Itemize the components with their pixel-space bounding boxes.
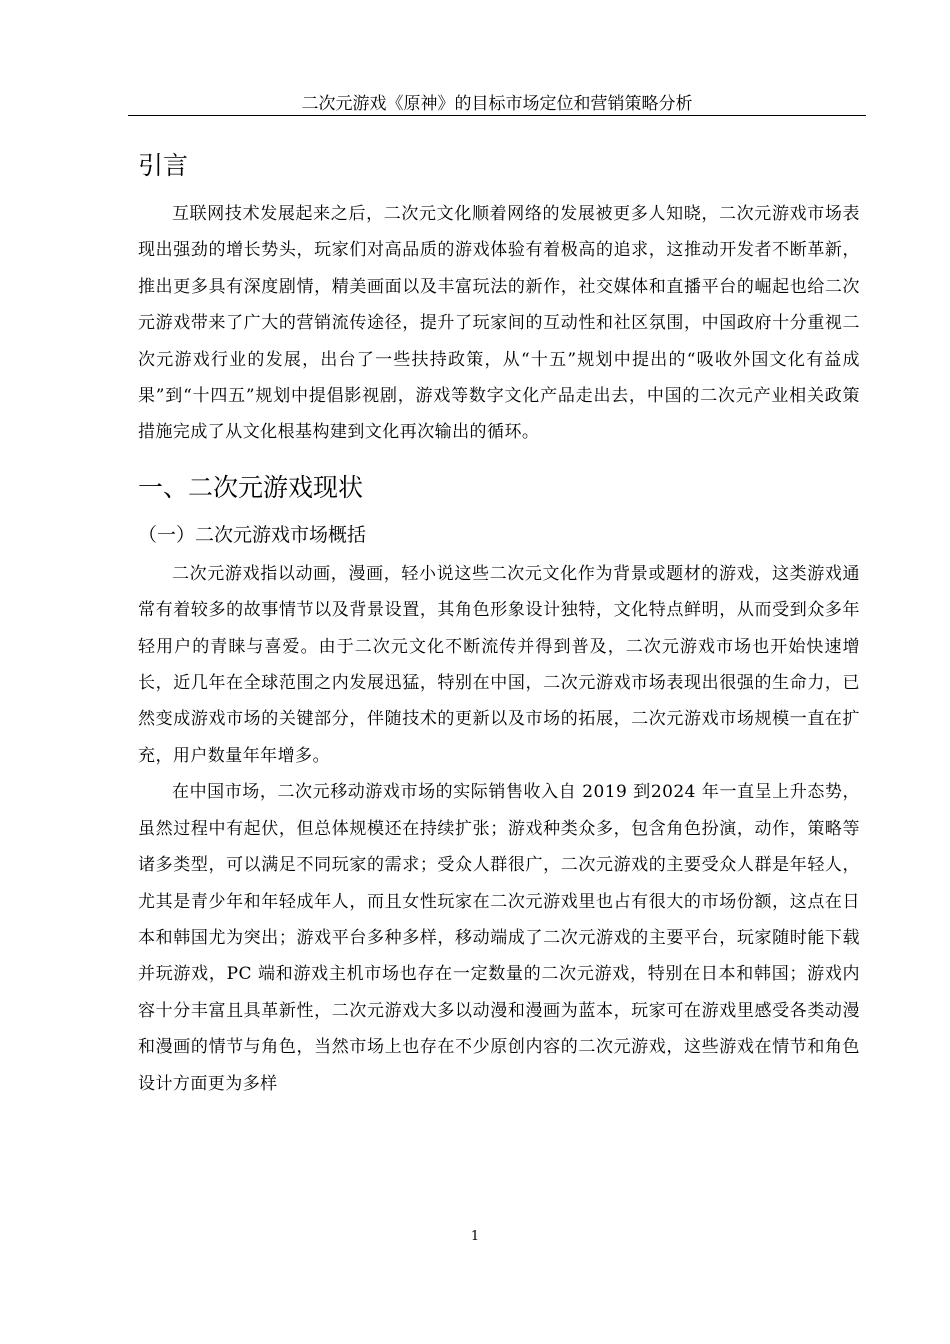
heading-introduction: 引言 — [138, 151, 189, 180]
heading-subsection-1-1: （一）二次元游戏市场概括 — [138, 523, 367, 546]
page-number: 1 — [470, 1229, 480, 1244]
header-divider — [128, 115, 866, 116]
intro-paragraph: 互联网技术发展起来之后，二次元文化顺着网络的发展被更多人知晓，二次元游戏市场表现出强劲的增长势头，玩家们对高品质的游戏体验有着极高的追求，这推动开发者不断革新，推出更多具有深度剧情，精美画面以及丰富玩法的新作，社交媒体和直播平台的崛起也给二次元游戏带来了广大的营销流传途径，提升了玩家间的互动性和社区氛围，中国政府十分重视二次元游戏行业的发展，出台了一些扶持政策，从“十五”规划中提出的“吸收外国文化有益成果”到“十四五”规划中提倡影视剧，游戏等数字文化产品走出去，中国的二次元产业相关政策措施完成了从文化根基构建到文化再次输出的循环。 — [138, 204, 860, 443]
china-market-paragraph: 在中国市场，二次元移动游戏市场的实际销售收入自 2019 到2024 年一直呈上升态势，虽然过程中有起伏，但总体规模还在持续扩张；游戏种类众多，包含角色扮演，动作，策略等诸多类型，可以满足不同玩家的需求；受众人群很广，二次元游戏的主要受众人群是年轻人，尤其是青少年和年轻成年人，而且女性玩家在二次元游戏里也占有很大的市场份额，这点在日本和韩国尤为突出；游戏平台多种多样，移动端成了二次元游戏的主要平台，玩家随时能下载并玩游戏，PC 端和游戏主机市场也存在一定数量的二次元游戏，特别在日本和韩国；游戏内容十分丰富且具革新性，二次元游戏大多以动漫和漫画为蓝本，玩家可在游戏里感受各类动漫和漫画的情节与角色，当然市场上也存在不少原创内容的二次元游戏，这些游戏在情节和角色设计方面更为多样 — [138, 782, 860, 1094]
running-header: 二次元游戏《原神》的目标市场定位和营销策略分析 — [301, 94, 693, 114]
market-overview-paragraph: 二次元游戏指以动画，漫画，轻小说这些二次元文化作为背景或题材的游戏，这类游戏通常有着较多的故事情节以及背景设置，其角色形象设计独特，文化特点鲜明，从而受到众多年轻用户的青睐与喜爱。由于二次元文化不断流传并得到普及，二次元游戏市场也开始快速增长，近几年在全球范围之内发展迅猛，特别在中国，二次元游戏市场表现出很强的生命力，已然变成游戏市场的关键部分，伴随技术的更新以及市场的拓展，二次元游戏市场规模一直在扩充，用户数量年年增多。 — [138, 563, 860, 766]
heading-section-1: 一、二次元游戏现状 — [138, 472, 364, 502]
document-body — [138, 140, 860, 1102]
